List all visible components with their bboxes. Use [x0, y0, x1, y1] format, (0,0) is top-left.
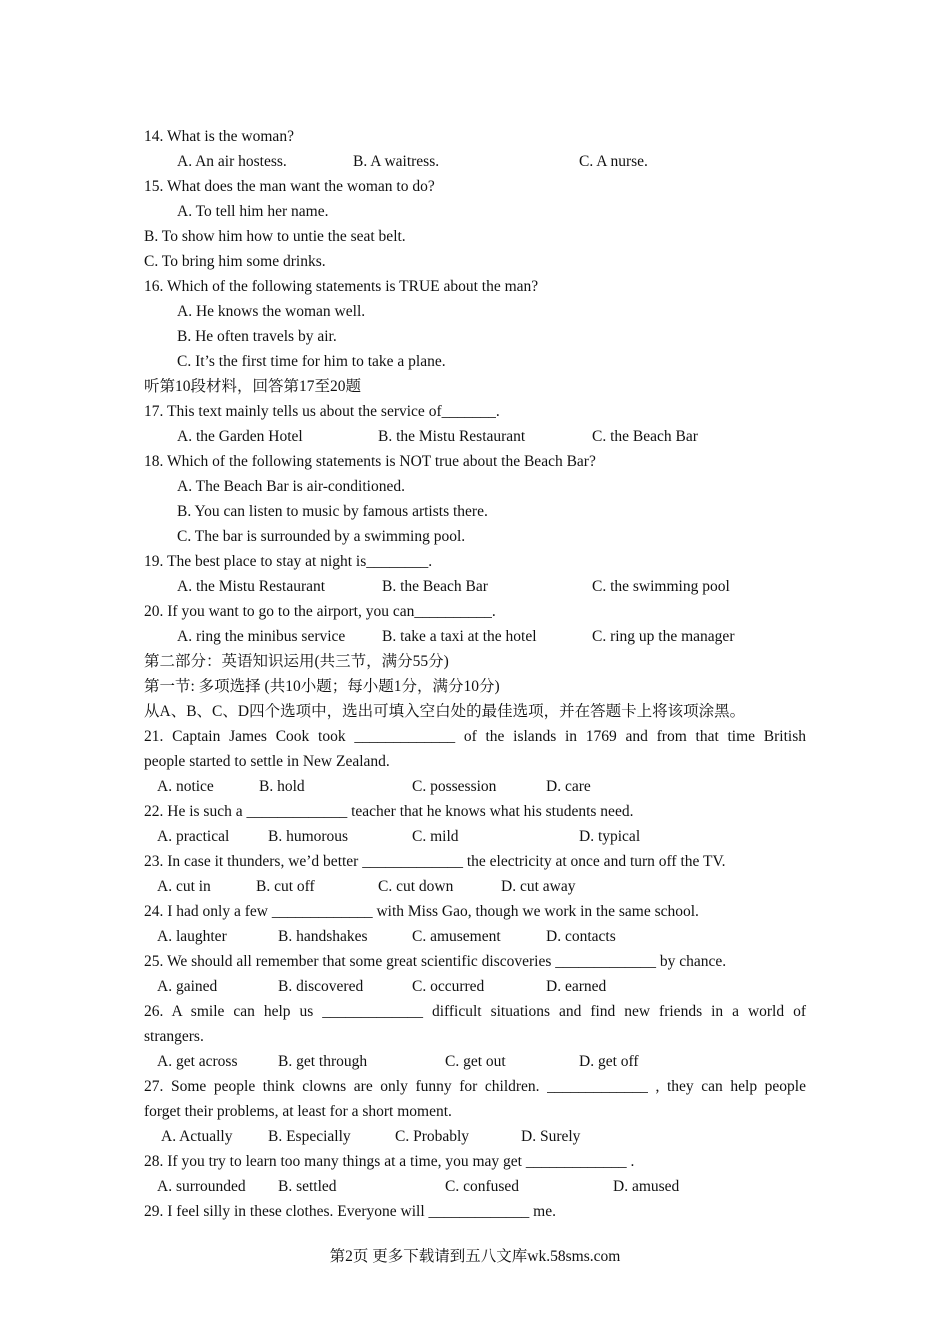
options-25	[144, 974, 806, 999]
option: B. settled	[278, 1178, 337, 1195]
options-20	[144, 624, 806, 649]
question-17: 17. This text mainly tells us about the service of_______.	[144, 403, 500, 420]
option: A. An air hostess.	[177, 153, 287, 170]
question-21-cont: people started to settle in New Zealand.	[144, 753, 390, 770]
option: B. He often travels by air.	[177, 328, 337, 345]
question-14: 14. What is the woman?	[144, 128, 294, 145]
question-27: 27. Some people think clowns are only funny for children. _____________ , they can help people	[144, 1078, 806, 1095]
option: D. amused	[613, 1178, 680, 1195]
option: A. practical	[157, 828, 230, 845]
question-26-cont: strangers.	[144, 1028, 204, 1045]
option: B. the Mistu Restaurant	[378, 428, 526, 445]
page-content	[144, 124, 806, 1224]
options-21	[144, 774, 806, 799]
option: A. notice	[157, 778, 214, 795]
question-15: 15. What does the man want the woman to do?	[144, 178, 435, 195]
options-17	[144, 424, 806, 449]
option: A. gained	[157, 978, 218, 995]
option: C. the Beach Bar	[592, 428, 698, 445]
instructions: 从A、B、C、D四个选项中，选出可填入空白处的最佳选项，并在答题卡上将该项涂黑。	[144, 703, 746, 720]
option: C. occurred	[412, 978, 485, 995]
option: D. get off	[579, 1053, 639, 1070]
option: A. To tell him her name.	[177, 203, 329, 220]
options-19	[144, 574, 806, 599]
options-24	[144, 924, 806, 949]
question-21: 21. Captain James Cook took _____________ of the islands in 1769 and from that time British	[144, 728, 806, 745]
option: B. cut off	[256, 878, 315, 895]
option: D. typical	[579, 828, 641, 845]
option: C. get out	[445, 1053, 506, 1070]
option: A. Actually	[161, 1128, 233, 1145]
section-heading-10: 听第10段材料，回答第17至20题	[144, 378, 362, 395]
option: A. the Garden Hotel	[177, 428, 303, 445]
option: C. the swimming pool	[592, 578, 730, 595]
option: C. The bar is surrounded by a swimming pool.	[177, 528, 466, 545]
options-14	[144, 149, 806, 174]
option: C. possession	[412, 778, 497, 795]
option: C. cut down	[378, 878, 454, 895]
part-two-heading: 第二部分：英语知识运用(共三节，满分55分)	[144, 653, 449, 670]
question-28: 28. If you try to learn too many things at a time, you may get _____________ .	[144, 1153, 635, 1170]
option: A. the Mistu Restaurant	[177, 578, 326, 595]
option: D. care	[546, 778, 591, 795]
option: A. ring the minibus service	[177, 628, 346, 645]
option: C. amusement	[412, 928, 501, 945]
option: D. earned	[546, 978, 607, 995]
options-28	[144, 1174, 806, 1199]
question-16: 16. Which of the following statements is TRUE about the man?	[144, 278, 539, 295]
option: B. Especially	[268, 1128, 351, 1145]
option: B. take a taxi at the hotel	[382, 628, 537, 645]
option: C. confused	[445, 1178, 520, 1195]
option: D. contacts	[546, 928, 616, 945]
option: C. Probably	[395, 1128, 470, 1145]
option: A. get across	[157, 1053, 238, 1070]
options-23	[144, 874, 806, 899]
question-23: 23. In case it thunders, we’d better _____________ the electricity at once and turn off the TV.	[144, 853, 726, 870]
question-26: 26. A smile can help us _____________ difficult situations and find new friends in a world of	[144, 1003, 806, 1020]
option: B. You can listen to music by famous artists there.	[177, 503, 488, 520]
option: B. To show him how to untie the seat belt.	[144, 228, 406, 245]
question-27-cont: forget their problems, at least for a short moment.	[144, 1103, 452, 1120]
option: A. cut in	[157, 878, 211, 895]
question-22: 22. He is such a _____________ teacher that he knows what his students need.	[144, 803, 634, 820]
option: B. the Beach Bar	[382, 578, 488, 595]
page-footer: 第2页 更多下载请到五八文库wk.58sms.com	[329, 1248, 621, 1265]
question-19: 19. The best place to stay at night is________.	[144, 553, 433, 570]
options-27	[144, 1124, 806, 1149]
question-18: 18. Which of the following statements is NOT true about the Beach Bar?	[144, 453, 596, 470]
section-one-heading: 第一节: 多项选择 (共10小题；每小题1分，满分10分)	[144, 678, 500, 695]
option: B. hold	[259, 778, 305, 795]
question-25: 25. We should all remember that some great scientific discoveries _____________ by chance.	[144, 953, 727, 970]
option: A. He knows the woman well.	[177, 303, 366, 320]
option: A. laughter	[157, 928, 227, 945]
options-26	[144, 1049, 806, 1074]
option: B. humorous	[268, 828, 349, 845]
option: B. get through	[278, 1053, 368, 1070]
option: B. discovered	[278, 978, 364, 995]
option: A. The Beach Bar is air-conditioned.	[177, 478, 405, 495]
question-24: 24. I had only a few _____________ with Miss Gao, though we work in the same school.	[144, 903, 699, 920]
question-20: 20. If you want to go to the airport, you can__________.	[144, 603, 496, 620]
option: C. It’s the first time for him to take a plane.	[177, 353, 446, 370]
question-29: 29. I feel silly in these clothes. Everyone will _____________ me.	[144, 1203, 556, 1220]
option: C. ring up the manager	[592, 628, 735, 645]
option: C. mild	[412, 828, 459, 845]
option: C. To bring him some drinks.	[144, 253, 326, 270]
options-22	[144, 824, 806, 849]
option: A. surrounded	[157, 1178, 246, 1195]
option: C. A nurse.	[579, 153, 648, 170]
option: D. cut away	[501, 878, 576, 895]
option: D. Surely	[521, 1128, 581, 1145]
option: B. handshakes	[278, 928, 368, 945]
option: B. A waitress.	[353, 153, 440, 170]
